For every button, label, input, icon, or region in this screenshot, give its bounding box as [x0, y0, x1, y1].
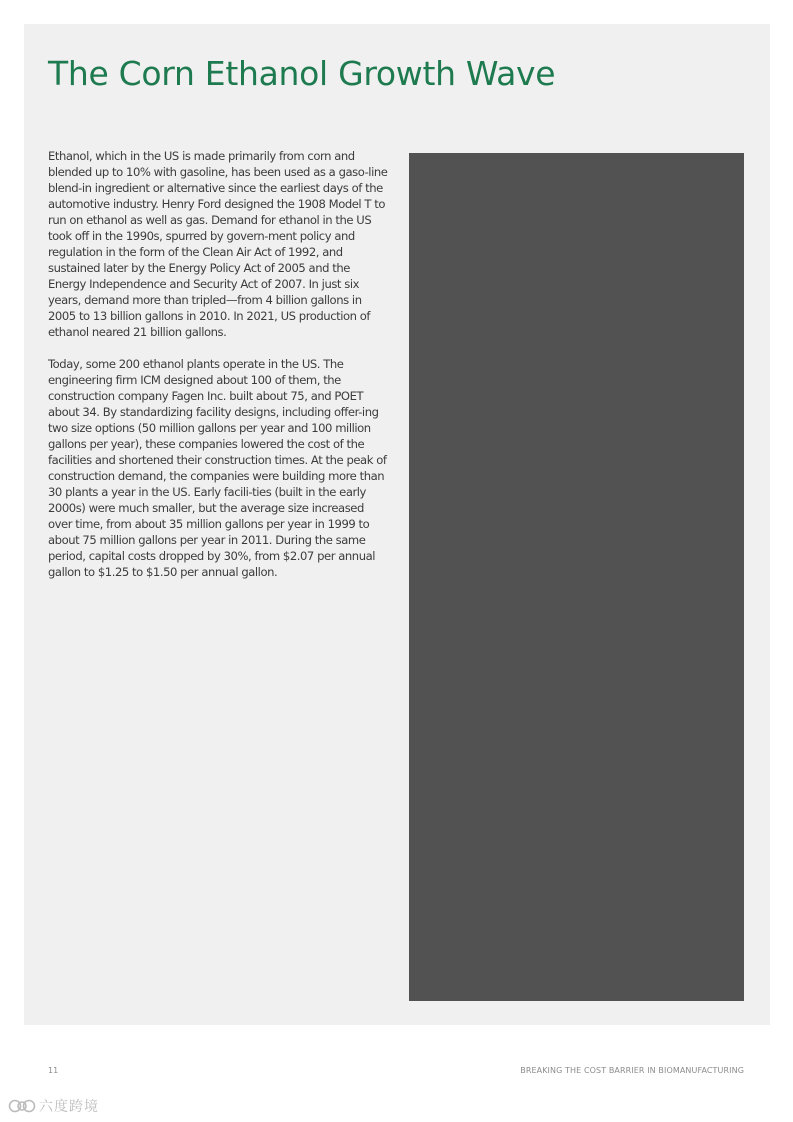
paragraph-2: Today, some 200 ethanol plants operate in the US. The engineering firm ICM designed about 100 of them, the construction company Fagen Inc. built about 75, and POET about 34. By standardizing facility designs, including offer-ing two size options (50 million gallons per year and 100 million gallons per year), these companies lowered the cost of the facilities and shortened their construction times. At the peak of construction demand, the companies were building more than 30 plants a year in the US. Early facili-ties (built in the early 2000s) were much smaller, but the average size increased over time, from about 35 million gallons per year in 1999 to about 75 million gallons per year in 2011. During the same period, capital costs dropped by 30%, from $2.07 per annual gallon to $1.25 to $1.50 per annual gallon.: [48, 357, 387, 579]
paragraph-1: Ethanol, which in the US is made primarily from corn and blended up to 10% with gasoline, has been used as a gaso-line blend-in ingredient or alternative since the earliest days of the automotive industry. Henry Ford designed the 1908 Model T to run on ethanol as well as gas. Demand for ethanol in the US took off in the 1990s, spurred by govern-ment policy and regulation in the form of the Clean Air Act of 1992, and sustained later by the Energy Policy Act of 2005 and the Energy Independence and Security Act of 2007. In just six years, demand more than tripled—from 4 billion gallons in 2005 to 13 billion gallons in 2010. In 2021, US production of ethanol neared 21 billion gallons.: [48, 149, 388, 339]
page-number: 11: [48, 1066, 59, 1075]
watermark-text: 六度跨境: [39, 1099, 99, 1115]
watermark: [8, 1096, 99, 1116]
content-panel: [24, 24, 770, 1025]
image-placeholder: [409, 153, 744, 1001]
article-body: [48, 148, 388, 596]
watermark-logo-icon: [8, 1099, 36, 1113]
page-title: The Corn Ethanol Growth Wave: [48, 54, 556, 93]
running-footer: BREAKING THE COST BARRIER IN BIOMANUFACTURING: [520, 1066, 744, 1075]
